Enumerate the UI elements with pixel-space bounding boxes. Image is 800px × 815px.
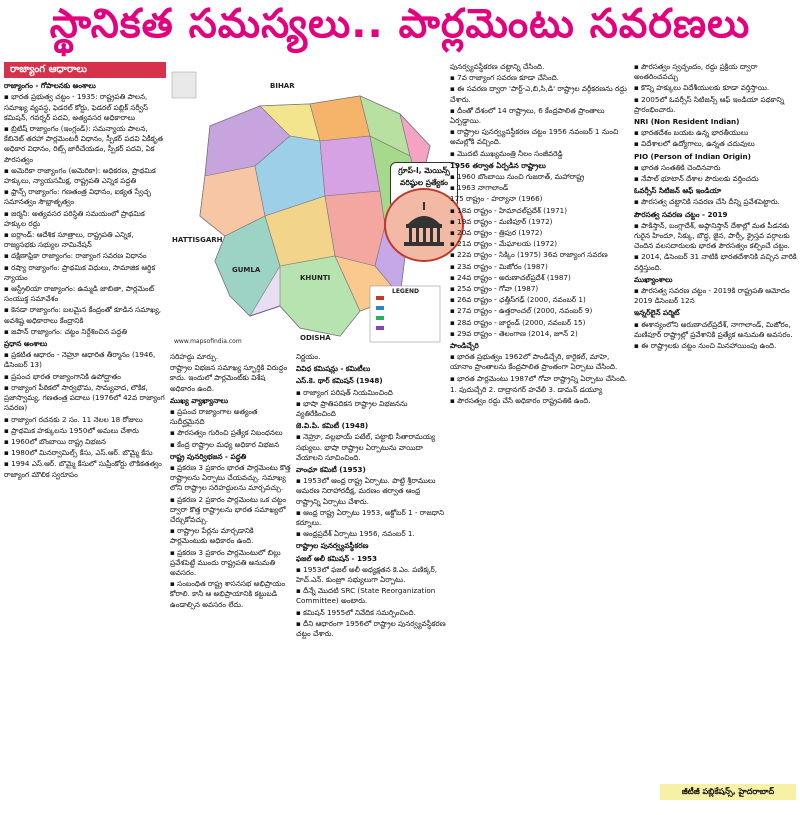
text-line: ▪ పాకిస్తాన్, బంగ్లాదేశ్, అఫ్గానిస్తాన్ దేశాల్లో మత పీడనకు గురైన హిందూ, సిక్కు, బౌద్ధ, జైన, పార్సీ, క్రైస్తవ వర్గాలకు చెందిన వలసదారులకు భారత పౌరసత్వం కల్పించే చట్టం. bbox=[634, 221, 798, 252]
text-line: ▪ దక్షిణాఫ్రికా రాజ్యాంగం: రాజ్యాంగ సవరణ విధానం bbox=[4, 251, 166, 261]
text-line: ▪ ఆస్ట్రేలియా రాజ్యాంగం: ఉమ్మడి జాబితా, పార్లమెంట్ సంయుక్త సమావేశం bbox=[4, 284, 166, 304]
map-legend-title: LEGEND bbox=[392, 288, 419, 295]
text-line: ▪ జర్మనీ: అత్యవసర పరిస్థితి సమయంలో ప్రాథమిక హక్కుల రద్దు bbox=[4, 209, 166, 229]
text-line: ▪ కేంద్ర రాష్ట్రాల మధ్య అధికార విభజన bbox=[170, 440, 292, 450]
text-line: నిర్ణయం. bbox=[296, 352, 321, 361]
text-line: ▪ పౌరసత్వం గురించి ప్రత్యేక నిబంధనలు bbox=[170, 428, 292, 438]
text-line: ▪ ఆంధ్రప్రదేశ్ ఏర్పాటు 1956, నవంబర్ 1. bbox=[296, 529, 446, 539]
text-line: ▪ దీన్నే మొదటి SRC (State Reorganization Committee) అంటారు. bbox=[296, 586, 446, 606]
text-line: ▪ రాష్ట్రాల పేర్లను మార్చడానికి పార్లమెంటుకు అధికారం ఉంది. bbox=[170, 526, 292, 546]
text-line: ▪ ప్రకటిత ఆధారం - నెహ్రూ ఆధారిత తీర్మానం (1946, డిసెంబర్ 13) bbox=[4, 350, 166, 370]
text-line: ▪ ఈ రాష్ట్రాలకు చట్టం నుంచి మినహాయింపు ఉంది. bbox=[634, 341, 798, 351]
text-line: ▪ పౌరసత్వ చట్టానికి సవరణ చేసి దీన్ని ప్రవేశపెట్టారు. bbox=[634, 197, 798, 207]
column-5 bbox=[634, 62, 798, 811]
text-line: ▪ 25వ రాష్ట్రం - గోవా (1987) bbox=[450, 284, 630, 294]
text-line: ▪ రాజ్యాంగ పీఠికలో సార్వభౌమ, సామ్యవాద, లౌకిక, ప్రజాస్వామ్య, గణతంత్ర పదాలు (1976లో 42వ రాజ్యాంగ సవరణ) bbox=[4, 383, 166, 414]
column-1 bbox=[4, 62, 166, 811]
text-line: ▪ జపాన్ రాజ్యాంగం: చట్టం నిర్దేశించిన పద్ధతి bbox=[4, 327, 166, 337]
text-line: ▪ బ్రిటిష్ రాజ్యాంగం (ఇంగ్లండ్): సమన్యాయ పాలన, కేబినెట్ తరహా పార్లమెంటరీ విధానం, స్పీకర్ పదవి ఏకీకృత అధికార విధానం, రిట్స్ జారీచేయడం, స్పీకర్ పదవి, ఏక పౌరసత్వం bbox=[4, 124, 166, 165]
text-line: ▪ 1960లో బొంబాయి రాష్ట్ర విభజన bbox=[4, 437, 166, 447]
text-line: ▪ అమెరికా రాజ్యాంగం (అమెరికా): అధికరణ, ప్రాథమిక హక్కులు, న్యాయసమీక్ష, రాష్ట్రపతి ఎన్నిక పద్ధతి bbox=[4, 166, 166, 186]
text-line: ▪ ఐర్లాండ్: ఆదేశిక సూత్రాలు, రాష్ట్రపతి ఎన్నిక, రాజ్యసభకు సభ్యుల నామినేషన్ bbox=[4, 230, 166, 250]
text-line: ▪ 26వ రాష్ట్రం - ఛత్తీస్‌గఢ్ (2000, నవంబర్ 1) bbox=[450, 295, 630, 305]
text-line: ▪ నెహ్రూ, వల్లభాయ్ పటేల్, పట్టాభి సీతారామయ్య సభ్యులు. భాషా రాష్ట్రాల ఏర్పాటును వాయిదా వేయాలని సూచించింది. bbox=[296, 432, 446, 463]
column-3-text bbox=[296, 352, 446, 639]
section-banner: రాజ్యాంగ ఆధారాలు bbox=[4, 62, 166, 78]
text-line: 175 రాష్ట్రం - హర్యానా (1966) bbox=[450, 194, 543, 204]
column-4-text bbox=[450, 62, 630, 406]
text-line: ▪ 22వ రాష్ట్రం - సిక్కిం (1975) 36వ రాజ్యాంగ సవరణ bbox=[450, 250, 630, 260]
column-2-text bbox=[170, 352, 292, 610]
section-heading: ప్రధాన అంశాలు bbox=[4, 339, 48, 349]
text-line: ▪ 1963 నాగాలాండ్ bbox=[450, 183, 630, 193]
text-line: ▪ 18వ రాష్ట్రం - హిమాచల్‌ప్రదేశ్ (1971) bbox=[450, 206, 630, 216]
text-line: ▪ ఆంధ్ర రాష్ట్ర ఏర్పాటు 1953, అక్టోబర్ 1 - రాజధాని కర్నూలు. bbox=[296, 508, 446, 528]
text-line: ▪ 29వ రాష్ట్రం - తెలంగాణ (2014, జూన్ 2) bbox=[450, 329, 630, 339]
map-label-gumla: GUMLA bbox=[232, 266, 261, 274]
text-line: ▪ ఈ సవరణ ద్వారా 'పార్ట్-ఎ,బి,సి,డి' రాష్ట్రాల వర్గీకరణను రద్దు చేశారు. bbox=[450, 84, 630, 104]
text-line: ▪ 28వ రాష్ట్రం - జార్ఖండ్ (2000, నవంబర్ 15) bbox=[450, 318, 630, 328]
text-line: ▪ ప్రపంచ రాజ్యాంగాల అత్యంత సుదీర్ఘమైనది bbox=[170, 407, 292, 427]
badge-line-2: వరిష్ఠుల ప్రత్యేకం bbox=[400, 178, 448, 187]
text-line: ▪ కెనడా రాజ్యాంగం: బలమైన కేంద్రంతో కూడిన సమాఖ్య, అవశిష్ట అధికారాలు కేంద్రానికి bbox=[4, 305, 166, 325]
text-line: 1. పుదుచ్చేరి 2. దాద్రానగర్ హవేలీ 3. డామన్ డయ్యూ bbox=[450, 384, 603, 394]
section-heading: పాండిచ్చేరి bbox=[450, 341, 479, 351]
text-line: ▪ 2005లో ఓవర్సీస్ సిటిజన్స్ ఆఫ్ ఇండియా పథకాన్ని ప్రారంభించారు. bbox=[634, 95, 798, 115]
text-line: ▪ పౌరసత్వం రద్దు చేసే అధికారం రాష్ట్రపతికి ఉంది. bbox=[450, 396, 630, 406]
text-line: ▪ నేపాల్ భూటాన్ దేశాల పౌరులకు వర్తించదు bbox=[634, 174, 798, 184]
text-line: ▪ ప్రకరణ 3 ప్రకారం పార్లమెంటులో బిల్లు ప్రవేశపెట్టే ముందు రాష్ట్రపతి అనుమతి అవసరం. bbox=[170, 548, 292, 579]
text-line: ▪ భారత సంతతికి చెందినవారు bbox=[634, 163, 798, 173]
map-label-chhattisgarh: HATTISGARH bbox=[172, 236, 223, 244]
section-heading: ముఖ్యాంశాలు bbox=[634, 274, 673, 284]
text-line: ▪ భాషా ప్రాతిపదికన రాష్ట్రాల విభజనను వ్యతిరేకించింది bbox=[296, 399, 446, 419]
text-line: ▪ ప్రపంచ భారత రాజ్యాంగానికి ఉపోద్ఘాతం bbox=[4, 372, 166, 382]
text-line: ▪ రాజ్యాంగ రచనకు 2 సం. 11 నెలల 18 రోజులు bbox=[4, 415, 166, 425]
map-label-odisha: ODISHA bbox=[300, 334, 331, 342]
text-line: ▪ మొదటి ముఖ్యమంత్రి నీలం సంజీవరెడ్డి bbox=[450, 149, 630, 159]
column-4 bbox=[450, 62, 630, 811]
section-heading: రాజ్యాంగం - గోపాలనకు అంశాలు bbox=[4, 81, 96, 91]
text-line: ▪ 1953లో ఆంధ్ర రాష్ట్ర ఏర్పాటు. పొట్టి శ్రీరాములు ఆమరణ నిరాహారదీక్ష, మరణం తర్వాత ఆంధ్ర రాష్ట్రాన్ని ఏర్పాటు చేశారు. bbox=[296, 476, 446, 507]
column-2 bbox=[170, 352, 292, 811]
column-1-text bbox=[4, 81, 166, 480]
text-line: ▪ 20వ రాష్ట్రం - త్రిపుర (1972) bbox=[450, 228, 630, 238]
publisher-credit: జీటీజీ పబ్లికేషన్స్, హైదరాబాద్ bbox=[660, 784, 796, 800]
text-line: ▪ 1953లో ఫజల్ అలీ అధ్యక్షతన కె.ఎం. పణిక్కర్, హెచ్.ఎన్. కుంజ్రూ సభ్యులుగా ఏర్పాటు. bbox=[296, 565, 446, 585]
text-line: ▪ భారత ప్రభుత్వం 1962లో పాండిచ్చేరి, కారైకల్, మాహె, యానాం ప్రాంతాలను కేంద్రపాలిత ప్రాంతంగా ఏర్పాటు చేసింది. bbox=[450, 352, 630, 372]
text-line: ▪ 19వ రాష్ట్రం - మణిపూర్ (1972) bbox=[450, 217, 630, 227]
text-line: ▪ 21వ రాష్ట్రం - మేఘాలయ (1972) bbox=[450, 239, 630, 249]
section-heading: వివిధ కమిషన్లు - కమిటీలు bbox=[296, 364, 371, 374]
text-line: ▪ విదేశాలలో ఉద్యోగాలు, ఉన్నత చదువులు bbox=[634, 139, 798, 149]
text-line: పునర్వ్యవస్థీకరణ చట్టాన్ని చేసింది. bbox=[450, 62, 545, 71]
text-line: ▪ ఈశాన్యంలోని అరుణాచల్‌ప్రదేశ్, నాగాలాండ్, మిజోరం, మణిపూర్ రాష్ట్రాల్లో ప్రవేశానికి ప్రత్యేక అనుమతి అవసరం. bbox=[634, 320, 798, 340]
text-line: ▪ సంబంధిత రాష్ట్ర శాసనసభ అభిప్రాయం కోరాలి. కానీ ఆ అభిప్రాయానికి కట్టుబడి ఉండాల్సిన అవసరం లేదు. bbox=[170, 579, 292, 610]
map-label-khunti: KHUNTI bbox=[300, 274, 331, 282]
section-heading: NRI (Non Resident Indian) bbox=[634, 117, 740, 127]
headline: స్థానికత సమస్యలు.. పార్లమెంటు సవరణలు bbox=[49, 1, 751, 47]
text-line: ▪ 23వ రాష్ట్రం - మిజోరం (1987) bbox=[450, 262, 630, 272]
text-line: రాష్ట్రాల విభజన సమాఖ్య స్ఫూర్తికి విరుద్ధం కాదు. ఇందులో పార్లమెంట్‌కు విశేష అధికారం ఉంది. bbox=[170, 363, 288, 393]
section-heading: ఇన్నర్‌లైన్ పర్మిట్ bbox=[634, 308, 680, 318]
text-line: ▪ 7వ రాజ్యాంగ సవరణ కూడా చేసింది. bbox=[450, 73, 630, 83]
text-line: ▪ భారత ప్రభుత్వ చట్టం - 1935: రాష్ట్రపతి పాలన, సమాఖ్య వ్యవస్థ, ఫెడరల్ కోర్టు, ఫెడరల్ పబ్లిక్ సర్వీస్ కమిషన్, గవర్నర్ పదవి, అత్యవసర అధికారాలు bbox=[4, 92, 166, 123]
map-credit: www.mapsofindia.com bbox=[174, 338, 242, 345]
text-line: ▪ 2014, డిసెంబర్ 31 నాటికి భారతదేశానికి వచ్చిన వారికి వర్తిస్తుంది. bbox=[634, 252, 798, 272]
section-heading: ముఖ్య వ్యాఖ్యానాలు bbox=[170, 395, 229, 405]
map-label-bihar: BIHAR bbox=[270, 82, 295, 90]
section-heading: 1956 తర్వాత ఏర్పడిన రాష్ట్రాలు bbox=[450, 160, 546, 170]
text-line: ▪ 1980లో మినర్వామిల్స్ కేసు, ఎస్.ఆర్. బొమ్మై కేసు bbox=[4, 448, 166, 458]
section-heading: PIO (Person of Indian Origin) bbox=[634, 151, 751, 161]
section-heading: జె.వి.పి. కమిటీ (1948) bbox=[296, 421, 369, 431]
text-line: ▪ రష్యా రాజ్యాంగం: ప్రాథమిక విధులు, సామాజిక ఆర్థిక న్యాయం bbox=[4, 263, 166, 283]
text-line: ▪ 24వ రాష్ట్రం - అరుణాచల్‌ప్రదేశ్ (1987) bbox=[450, 273, 630, 283]
text-line: ▪ ఫ్రాన్స్ రాజ్యాంగం: గణతంత్ర విధానం, ఐక్యత స్వేచ్ఛ సమానత్వం సౌభ్రాతృత్వం bbox=[4, 187, 166, 207]
section-heading: ఓవర్సీస్ సిటిజన్ ఆఫ్ ఇండియా bbox=[634, 186, 722, 196]
text-line: ▪ ప్రకరణ 2 ప్రకారం పార్లమెంటు ఒక చట్టం ద్వారా కొత్త రాష్ట్రాలను భారత సమాఖ్యలో చేర్చుకోవచ్చు. bbox=[170, 495, 292, 526]
section-heading: ఫజల్ అలీ కమిషన్ - 1953 bbox=[296, 553, 378, 563]
column-3 bbox=[296, 352, 446, 811]
section-heading: పౌరసత్వ సవరణ చట్టం - 2019 bbox=[634, 209, 728, 219]
text-line: ▪ రాష్ట్రాల పునర్వ్యవస్థీకరణ చట్టం 1956 నవంబర్ 1 నుంచి అమల్లోకి వచ్చింది. bbox=[450, 127, 630, 147]
text-line: ▪ కమిషన్ 1955లో నివేదిక సమర్పించింది. bbox=[296, 608, 446, 618]
text-line: ▪ పౌరసత్వ సవరణ చట్టం - 2019కి రాష్ట్రపతి ఆమోదం 2019 డిసెంబర్ 12న bbox=[634, 286, 798, 306]
badge-line-1: గ్రూప్-I, మెయిన్స్ bbox=[398, 166, 450, 175]
column-5-text bbox=[634, 62, 798, 351]
text-line: ▪ 1994 ఎస్.ఆర్. బొమ్మై కేసులో సుప్రీంకోర్టు లౌకికతత్వం రాజ్యాంగ మౌలిక స్వరూపం bbox=[4, 459, 166, 479]
text-line: ▪ ప్రాథమిక హక్కులను 1950లో అమలు చేశారు bbox=[4, 426, 166, 436]
section-heading: రాష్ట్రాల పునర్వ్యవస్థీకరణ bbox=[296, 541, 369, 551]
text-line: ▪ దీని ఆధారంగా 1956లో రాష్ట్రాల పునర్వ్యవస్థీకరణ చట్టం చేశారు. bbox=[296, 619, 446, 639]
section-heading: వాంఛూ కమిటీ (1953) bbox=[296, 465, 366, 475]
section-heading: ఎస్.కె. థార్ కమిషన్ (1948) bbox=[296, 376, 383, 386]
text-line: ▪ భారత పార్లమెంటు 1987లో గోవా రాష్ట్రాన్ని ఏర్పాటు చేసింది. bbox=[450, 374, 630, 384]
section-heading: రాష్ట్ర పునర్విభజన - పద్ధతి bbox=[170, 451, 247, 461]
text-line: ▪ కొన్ని హక్కులు విదేశీయులకు కూడా వర్తిస్తాయి. bbox=[634, 83, 798, 93]
text-line: ▪ దీంతో దేశంలో 14 రాష్ట్రాలు, 6 కేంద్రపాలిత ప్రాంతాలు ఏర్పడ్డాయి. bbox=[450, 106, 630, 126]
text-line: ▪ పౌరసత్వం స్వచ్ఛందం, రద్దు ప్రక్రియ ద్వారా అంతరించవచ్చు bbox=[634, 62, 798, 82]
text-line: ▪ భారతదేశం బయట ఉన్న భారతీయులు bbox=[634, 128, 798, 138]
text-line: ▪ 1960 బొంబాయి నుంచి గుజరాత్, మహారాష్ట్ర bbox=[450, 172, 630, 182]
text-line: ▪ ప్రకరణ 3 ప్రకారం భారత పార్లమెంటు కొత్త రాష్ట్రాలను ఏర్పాటు చేయవచ్చు. సమాఖ్య లోని రాష్ట్రాల సరిహద్దులను మార్చవచ్చు. bbox=[170, 463, 292, 494]
text-line: ▪ రాజ్యాంగ పరిషత్ నియమించింది bbox=[296, 388, 446, 398]
text-line: ▪ 27వ రాష్ట్రం - ఉత్తరాంచల్ (2000, నవంబర్ 9) bbox=[450, 306, 630, 316]
text-line: సరిహద్దు మార్పు. bbox=[170, 352, 219, 361]
